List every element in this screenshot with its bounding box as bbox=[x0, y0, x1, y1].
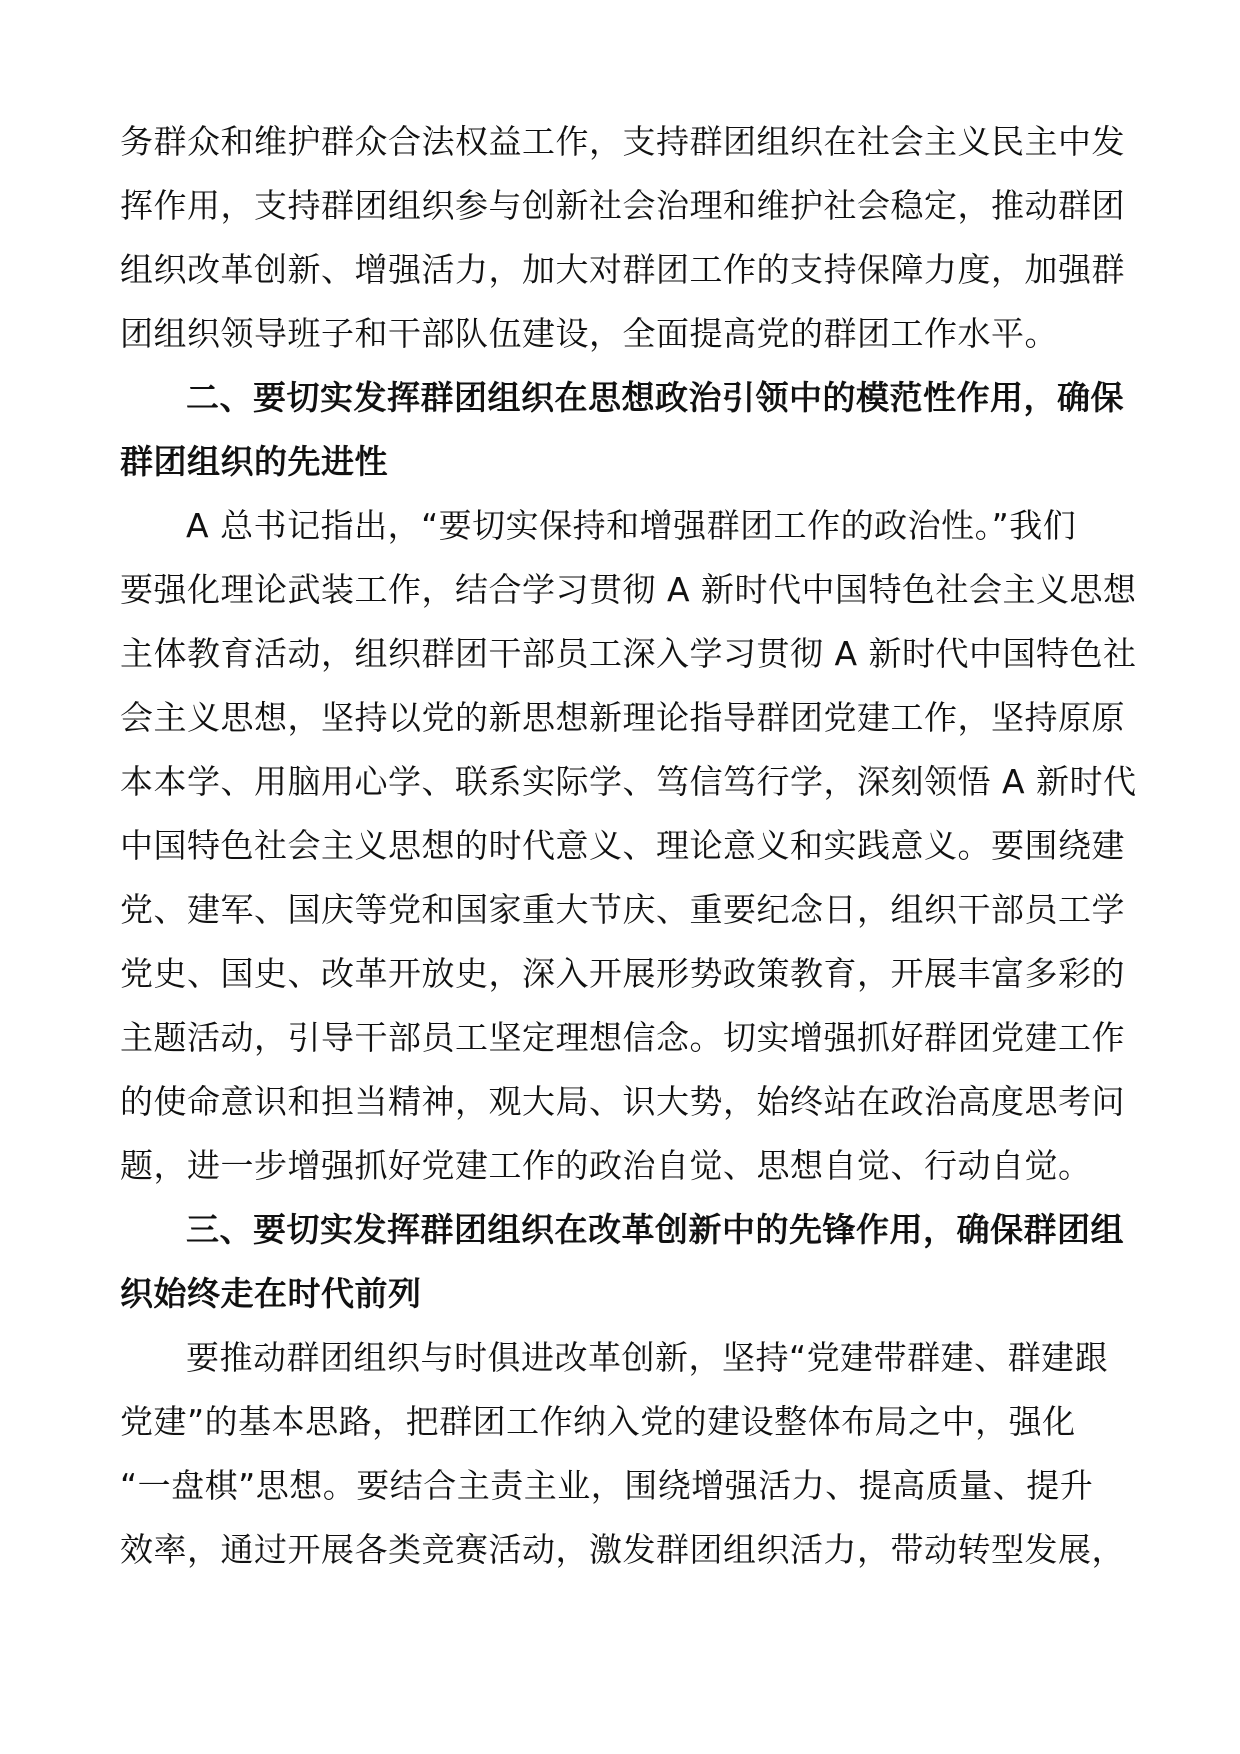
text-line: 务群众和维护群众合法权益工作，支持群团组织在社会主义民主中发 bbox=[120, 122, 1125, 161]
text-line: 的使命意识和担当精神，观大局、识大势，始终站在政治高度思考问 bbox=[120, 1082, 1125, 1121]
body-paragraph bbox=[120, 494, 1137, 1198]
text-line: 三、要切实发挥群团组织在改革创新中的先锋作用，确保群团组 bbox=[186, 1210, 1124, 1249]
text-line: 会主义思想，坚持以党的新思想新理论指导群团党建工作，坚持原原 bbox=[120, 698, 1125, 737]
text-line: A 总书记指出，“要切实保持和增强群团工作的政治性。”我们 bbox=[186, 506, 1077, 545]
document-body bbox=[120, 110, 1137, 1582]
text-line: 党建”的基本思路，把群团工作纳入党的建设整体布局之中，强化 bbox=[120, 1402, 1076, 1441]
body-paragraph bbox=[120, 1326, 1125, 1582]
text-line: 二、要切实发挥群团组织在思想政治引领中的模范性作用，确保 bbox=[186, 378, 1124, 417]
text-line: 挥作用，支持群团组织参与创新社会治理和维护社会稳定，推动群团 bbox=[120, 186, 1125, 225]
text-line: 党、建军、国庆等党和国家重大节庆、重要纪念日，组织干部员工学 bbox=[120, 890, 1125, 929]
text-line: 主题活动，引导干部员工坚定理想信念。切实增强抓好群团党建工作 bbox=[120, 1018, 1125, 1057]
body-paragraph bbox=[120, 110, 1125, 366]
text-line: 本本学、用脑用心学、联系实际学、笃信笃行学，深刻领悟 A 新时代 bbox=[120, 762, 1137, 801]
text-line: 要推动群团组织与时俱进改革创新，坚持“党建带群建、群建跟 bbox=[186, 1338, 1109, 1377]
section-heading bbox=[120, 366, 1124, 494]
text-line: 组织改革创新、增强活力，加大对群团工作的支持保障力度，加强群 bbox=[120, 250, 1125, 289]
text-line: 主体教育活动，组织群团干部员工深入学习贯彻 A 新时代中国特色社 bbox=[120, 634, 1137, 673]
text-line: 中国特色社会主义思想的时代意义、理论意义和实践意义。要围绕建 bbox=[120, 826, 1125, 865]
text-line: 题，进一步增强抓好党建工作的政治自觉、思想自觉、行动自觉。 bbox=[120, 1146, 1092, 1185]
text-line: 要强化理论武装工作，结合学习贯彻 A 新时代中国特色社会主义思想 bbox=[120, 570, 1137, 609]
text-line: 党史、国史、改革开放史，深入开展形势政策教育，开展丰富多彩的 bbox=[120, 954, 1125, 993]
text-line: “一盘棋”思想。要结合主责主业，围绕增强活力、提高质量、提升 bbox=[120, 1466, 1094, 1505]
text-line: 团组织领导班子和干部队伍建设，全面提高党的群团工作水平。 bbox=[120, 314, 1058, 353]
section-heading bbox=[120, 1198, 1124, 1326]
text-line: 织始终走在时代前列 bbox=[120, 1274, 422, 1313]
text-line: 群团组织的先进性 bbox=[120, 442, 388, 481]
text-line: 效率，通过开展各类竞赛活动，激发群团组织活力，带动转型发展， bbox=[120, 1530, 1125, 1569]
